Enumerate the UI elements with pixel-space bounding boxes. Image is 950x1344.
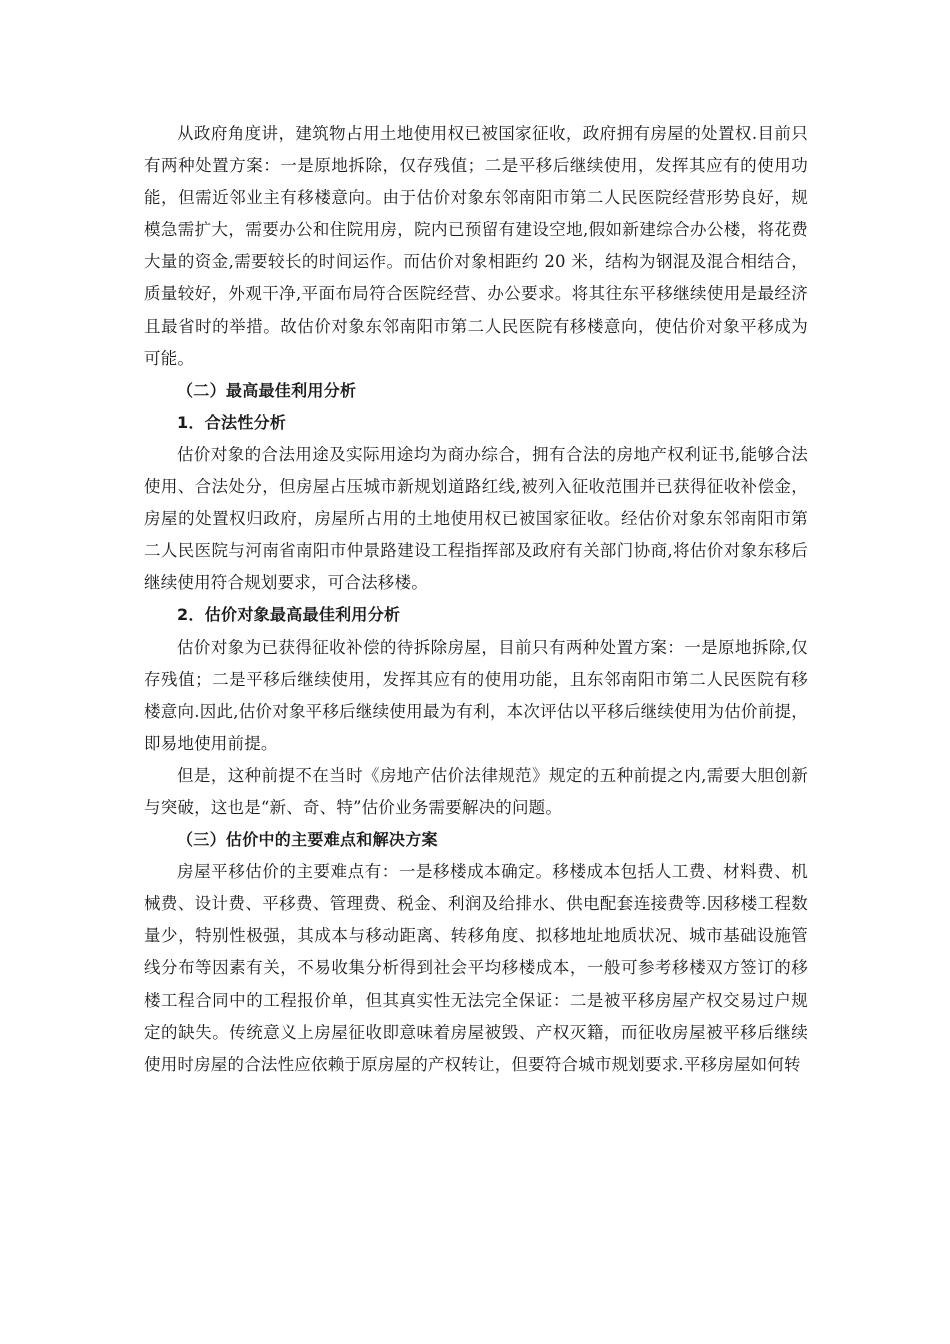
body-paragraph: 但是，这种前提不在当时《房地产估价法律规范》规定的五种前提之内,需要大胆创新与突破，这也是“新、奇、特”估价业务需要解决的问题。 (144, 765, 808, 817)
document-page (144, 118, 808, 1081)
body-paragraph: 房屋平移估价的主要难点有：一是移楼成本确定。移楼成本包括人工费、材料费、机械费、设计费、平移费、管理费、税金、利润及给排水、供电配套连接费等.因移楼工程数量少，特别性极强，其成本与移动距离、转移角度、拟移地址地质状况、城市基础设施管线分布等因素有关，不易收集分析得到社会平均移楼成本，一般可参考移楼双方签订的移楼工程合同中的工程报价单，但其真实性无法完全保证：二是被平移房屋产权交易过户规定的缺失。传统意义上房屋征收即意味着房屋被毁、产权灭籍，而征收房屋被平移后继续使用时房屋的合法性应依赖于原房屋的产权转让，但要符合城市规划要求.平移房屋如何转 (144, 862, 808, 1074)
body-paragraph: 估价对象为已获得征收补偿的待拆除房屋，目前只有两种处置方案：一是原地拆除,仅存残值；二是平移后继续使用，发挥其应有的使用功能，且东邻南阳市第二人民医院有移楼意向.因此,估价对象平移后继续使用最为有利，本次评估以平移后继续使用为估价前提，即易地使用前提。 (144, 637, 808, 753)
subsection-heading: 1．合法性分析 (177, 412, 287, 432)
section-heading: （二）最高最佳利用分析 (177, 380, 357, 400)
body-paragraph: 从政府角度讲，建筑物占用土地使用权已被国家征收，政府拥有房屋的处置权.目前只有两种处置方案：一是原地拆除，仅存残值；二是平移后继续使用，发挥其应有的使用功能，但需近邻业主有移楼意向。由于估价对象东邻南阳市第二人民医院经营形势良好，规模急需扩大，需要办公和住院用房，院内已预留有建设空地,假如新建综合办公楼，将花费大量的资金,需要较长的时间运作。而估价对象相距约 20 米，结构为钢混及混合相结合，质量较好，外观干净,平面布局符合医院经营、办公要求。将其往东平移继续使用是最经济且最省时的举措。故估价对象东邻南阳市第二人民医院有移楼意向，使估价对象平移成为可能。 (144, 124, 808, 368)
body-paragraph: 估价对象的合法用途及实际用途均为商办综合，拥有合法的房地产权利证书,能够合法使用、合法处分，但房屋占压城市新规划道路红线,被列入征收范围并已获得征收补偿金，房屋的处置权归政府，房屋所占用的土地使用权已被国家征收。经估价对象东邻南阳市第二人民医院与河南省南阳市仲景路建设工程指挥部及政府有关部门协商,将估价对象东移后继续使用符合规划要求，可合法移楼。 (144, 444, 808, 593)
subsection-heading: 2．估价对象最高最佳利用分析 (177, 605, 401, 625)
section-heading: （三）估价中的主要难点和解决方案 (177, 830, 438, 850)
